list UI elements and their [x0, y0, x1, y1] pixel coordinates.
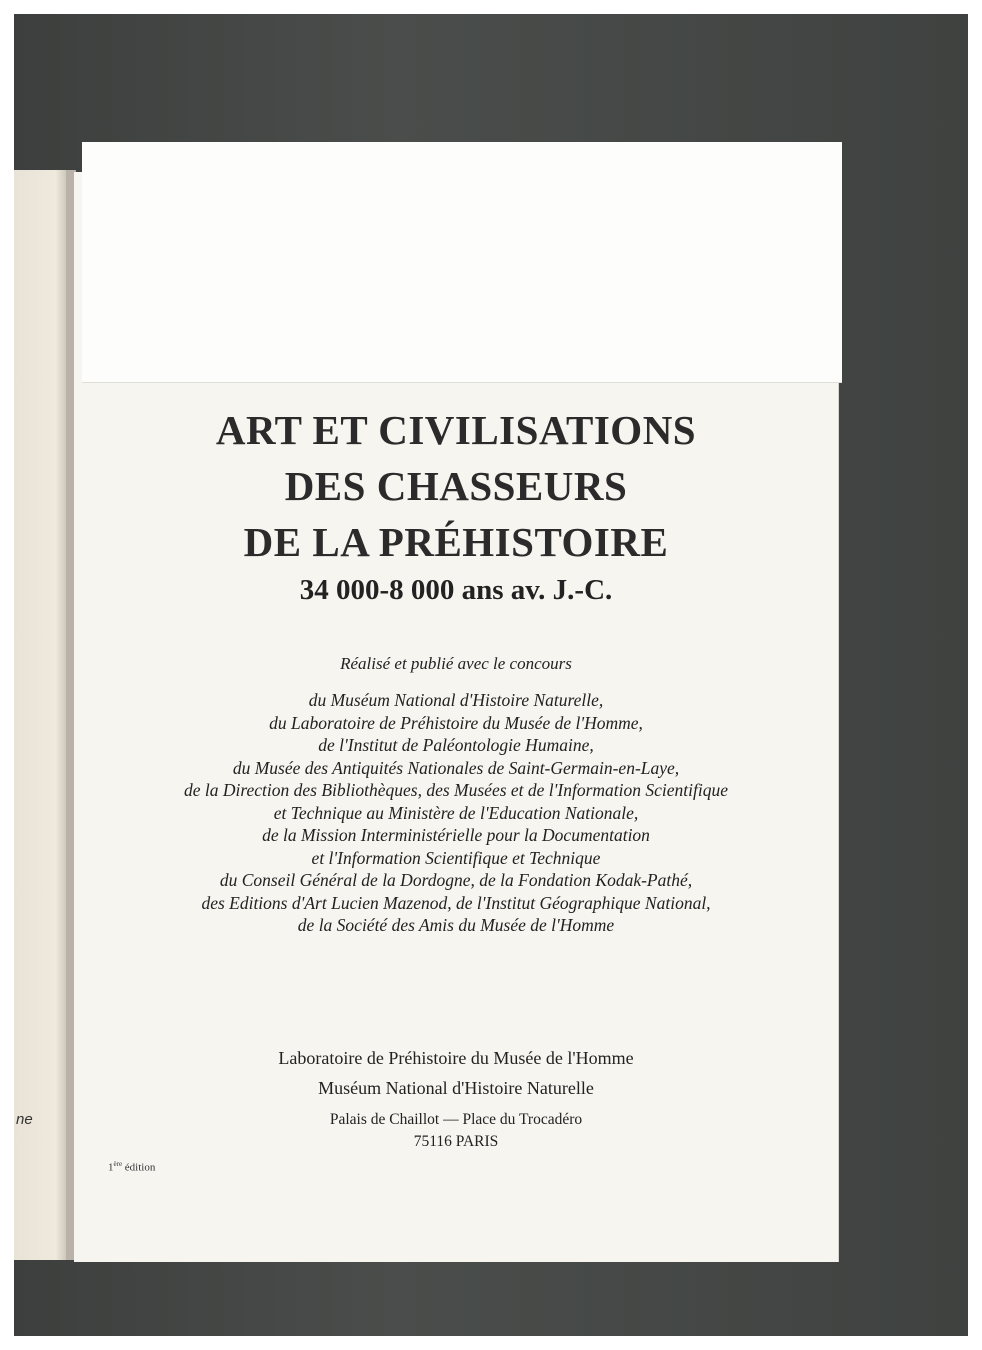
contributor-line: de l'Institut de Paléontologie Humaine,: [318, 735, 594, 755]
edition-suffix: ère: [113, 1160, 123, 1168]
publisher-line: Laboratoire de Préhistoire du Musée de l'Homme: [278, 1048, 634, 1068]
title-line: DES CHASSEURS: [284, 463, 628, 509]
contributor-line: du Musée des Antiquités Nationales de Saint-Germain-en-Laye,: [232, 757, 680, 778]
contributor-line: et l'Information Scientifique et Technique: [311, 847, 601, 868]
concours-intro: Réalisé et publié avec le concours: [340, 654, 572, 673]
address-line: 75116 PARIS: [413, 1133, 499, 1150]
contributor-line: de la Direction des Bibliothèques, des Musées et de l'Information Scientifique: [183, 780, 729, 800]
title-line: DE LA PRÉHISTOIRE: [243, 519, 669, 565]
contributor-line: du Laboratoire de Préhistoire du Musée de l'Homme,: [269, 712, 643, 733]
publisher-line: Muséum National d'Histoire Naturelle: [318, 1078, 594, 1098]
edition-number: 1: [108, 1161, 114, 1174]
book-title: [74, 402, 838, 570]
contributor-line: du Muséum National d'Histoire Naturelle,: [308, 690, 604, 710]
contributor-line: de la Mission Interministérielle pour la Documentation: [262, 825, 650, 845]
contributor-line: des Editions d'Art Lucien Mazenod, de l'Institut Géographique National,: [201, 892, 711, 913]
publisher-block: [74, 1043, 838, 1103]
edition-label: édition: [122, 1161, 156, 1174]
edition-note: [108, 1160, 155, 1174]
address-line: Palais de Chaillot — Place du Trocadéro: [329, 1111, 583, 1128]
contributors-list: [74, 689, 838, 937]
contributor-line: du Conseil Général de la Dordogne, de la Fondation Kodak-Pathé,: [219, 870, 693, 890]
book-subtitle: 34 000-8 000 ans av. J.-C.: [299, 574, 613, 606]
contributor-line: de la Société des Amis du Musée de l'Homme: [297, 915, 615, 935]
left-page-fragment: ne: [16, 1111, 33, 1128]
contributor-line: et Technique au Ministère de l'Education Nationale,: [273, 802, 639, 823]
address-block: [74, 1109, 838, 1153]
pasted-label: [82, 142, 842, 383]
title-line: ART ET CIVILISATIONS: [215, 407, 697, 453]
left-page-edge: [14, 170, 66, 1260]
